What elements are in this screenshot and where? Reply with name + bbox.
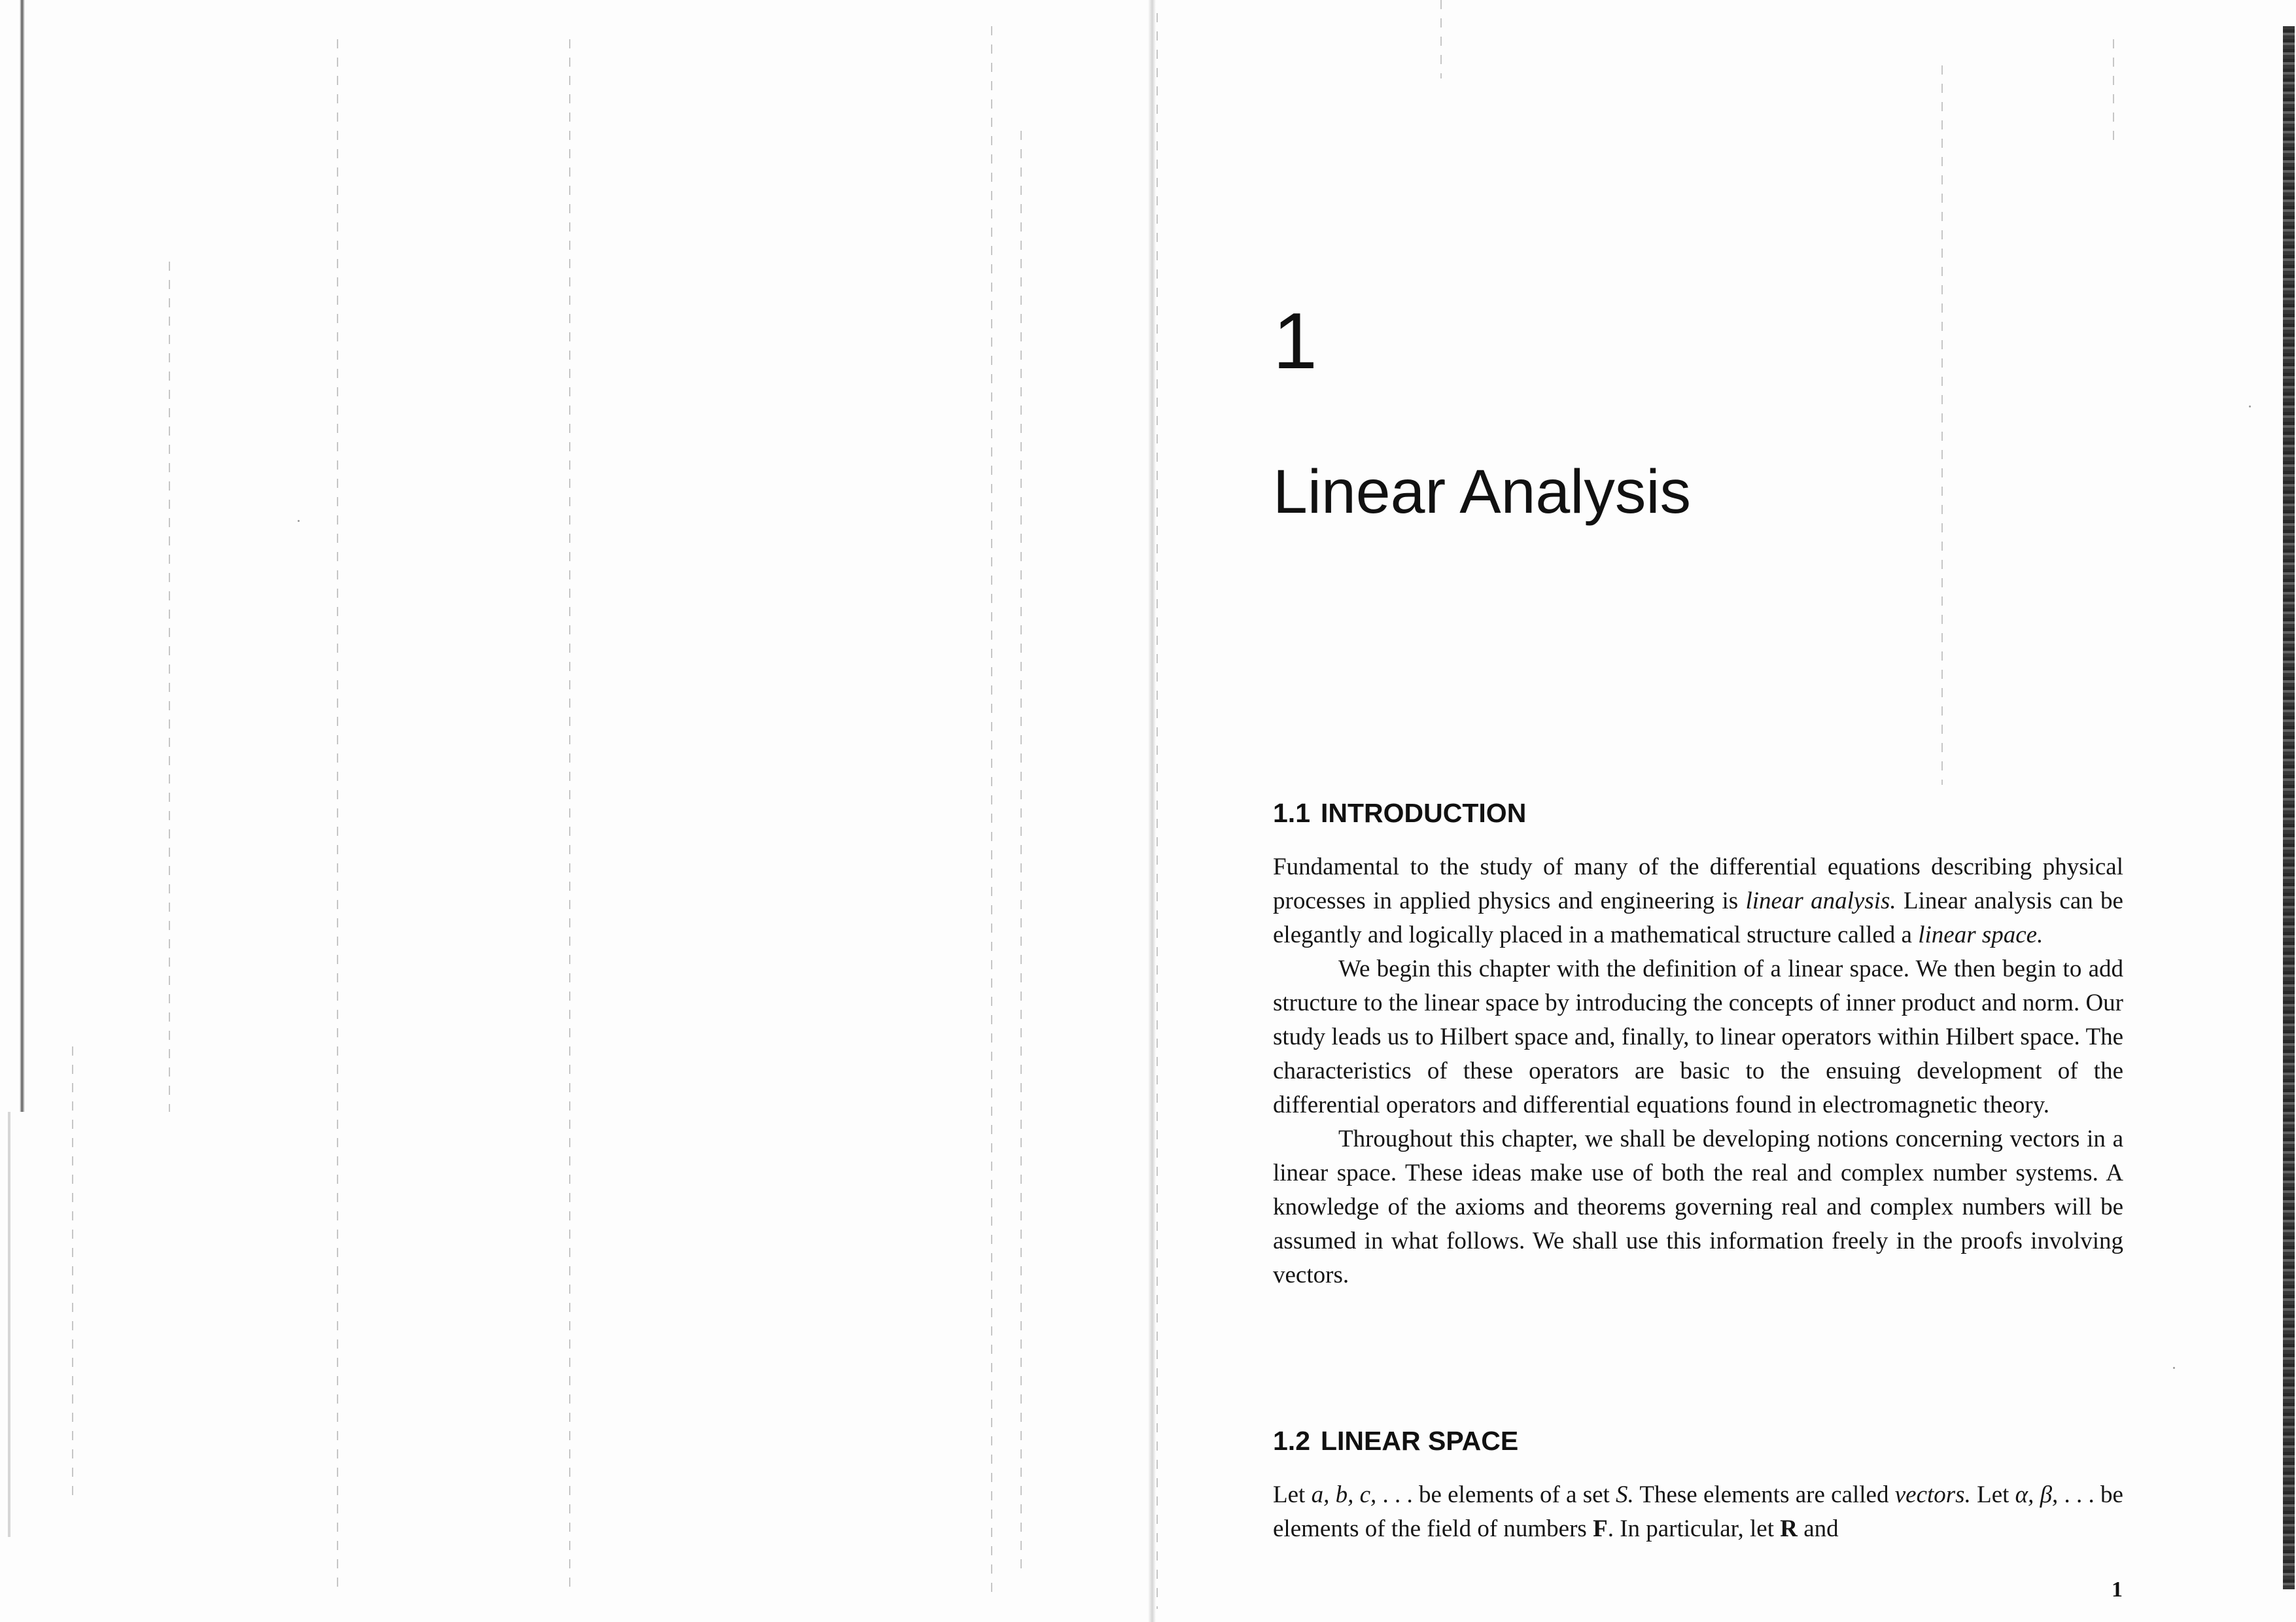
- chapter-number: 1: [1273, 296, 1317, 385]
- paragraph: [1273, 850, 2123, 952]
- text-segment: . In particular, let: [1607, 1515, 1781, 1542]
- text-segment: . . . be elements of a set: [1376, 1481, 1616, 1508]
- section-heading-linear-space: [1273, 1428, 1518, 1455]
- left-page-edge-shadow: [20, 0, 25, 1112]
- paragraph: [1273, 952, 2123, 1122]
- scan-artifact-line: [169, 262, 170, 1112]
- text-segment: These elements are called: [1633, 1481, 1895, 1508]
- section-number: 1.2: [1273, 1426, 1310, 1456]
- text-segment: linear analysis.: [1745, 888, 1896, 914]
- section-number: 1.1: [1273, 798, 1310, 828]
- text-segment: vectors.: [1894, 1481, 1971, 1508]
- text-segment: S.: [1616, 1481, 1634, 1508]
- right-page-edge-shadow: [2283, 26, 2295, 1589]
- text-segment: F: [1593, 1515, 1608, 1542]
- text-segment: Throughout this chapter, we shall be developing notions concerning vectors in a linear space. These ideas make use of both the real and complex number systems. A knowledge of the axioms and theorems governing real and complex numbers will be assumed in what follows. We shall use this information freely in the proofs involving vectors.: [1273, 1126, 2123, 1288]
- text-segment: Let: [1970, 1481, 2015, 1508]
- text-segment: Linear analysis can be elegantly and logically placed in a mathematical structure called a: [1273, 888, 2123, 948]
- scan-speck: [2173, 1367, 2175, 1369]
- chapter-title: Linear Analysis: [1273, 457, 1691, 526]
- text-segment: We begin this chapter with the definition of a linear space. We then begin to add structure to the linear space by introducing the concepts of inner product and norm. Our study leads us to Hilbert space and, finally, to linear operators within Hilbert space. The characteristics of these operators are basic to the ensuing development of the differential operators and differential equations found in electromagnetic theory.: [1273, 956, 2123, 1118]
- text-segment: Fundamental to the study of many of the differential equations describing physical processes in applied physics and engineering is: [1273, 854, 2123, 914]
- section-title: INTRODUCTION: [1321, 798, 1527, 828]
- text-segment: Let: [1273, 1481, 1312, 1508]
- scan-speck: [2249, 406, 2251, 407]
- scan-artifact-line: [1157, 13, 1158, 1609]
- scan-artifact-line: [1440, 0, 1442, 78]
- scan-artifact-line: [569, 39, 570, 1596]
- introduction-body: [1273, 850, 2123, 1292]
- section-title: LINEAR SPACE: [1321, 1426, 1519, 1456]
- paragraph: [1273, 1478, 2123, 1546]
- text-segment: a, b, c,: [1311, 1481, 1377, 1508]
- scan-artifact-line: [2113, 39, 2114, 144]
- text-segment: and: [1798, 1515, 1839, 1542]
- text-segment: α, β,: [2015, 1481, 2059, 1508]
- section-heading-introduction: [1273, 800, 1526, 827]
- scan-artifact-line: [72, 1046, 73, 1504]
- text-segment: R: [1780, 1515, 1798, 1542]
- scan-artifact-line: [1941, 65, 1943, 785]
- book-gutter: [1148, 0, 1156, 1622]
- scan-artifact-line: [1020, 131, 1022, 1570]
- page-number: 1: [2112, 1578, 2123, 1602]
- text-segment: linear space.: [1918, 922, 2044, 948]
- text-segment: . . . be elements of the field of numbers: [1273, 1481, 2123, 1542]
- linear-space-body: [1273, 1478, 2123, 1546]
- scan-artifact-line: [991, 26, 992, 1596]
- left-page-edge-shadow-lower: [8, 1112, 10, 1537]
- scan-artifact-line: [337, 39, 338, 1596]
- paragraph: [1273, 1122, 2123, 1292]
- scan-speck: [298, 520, 300, 522]
